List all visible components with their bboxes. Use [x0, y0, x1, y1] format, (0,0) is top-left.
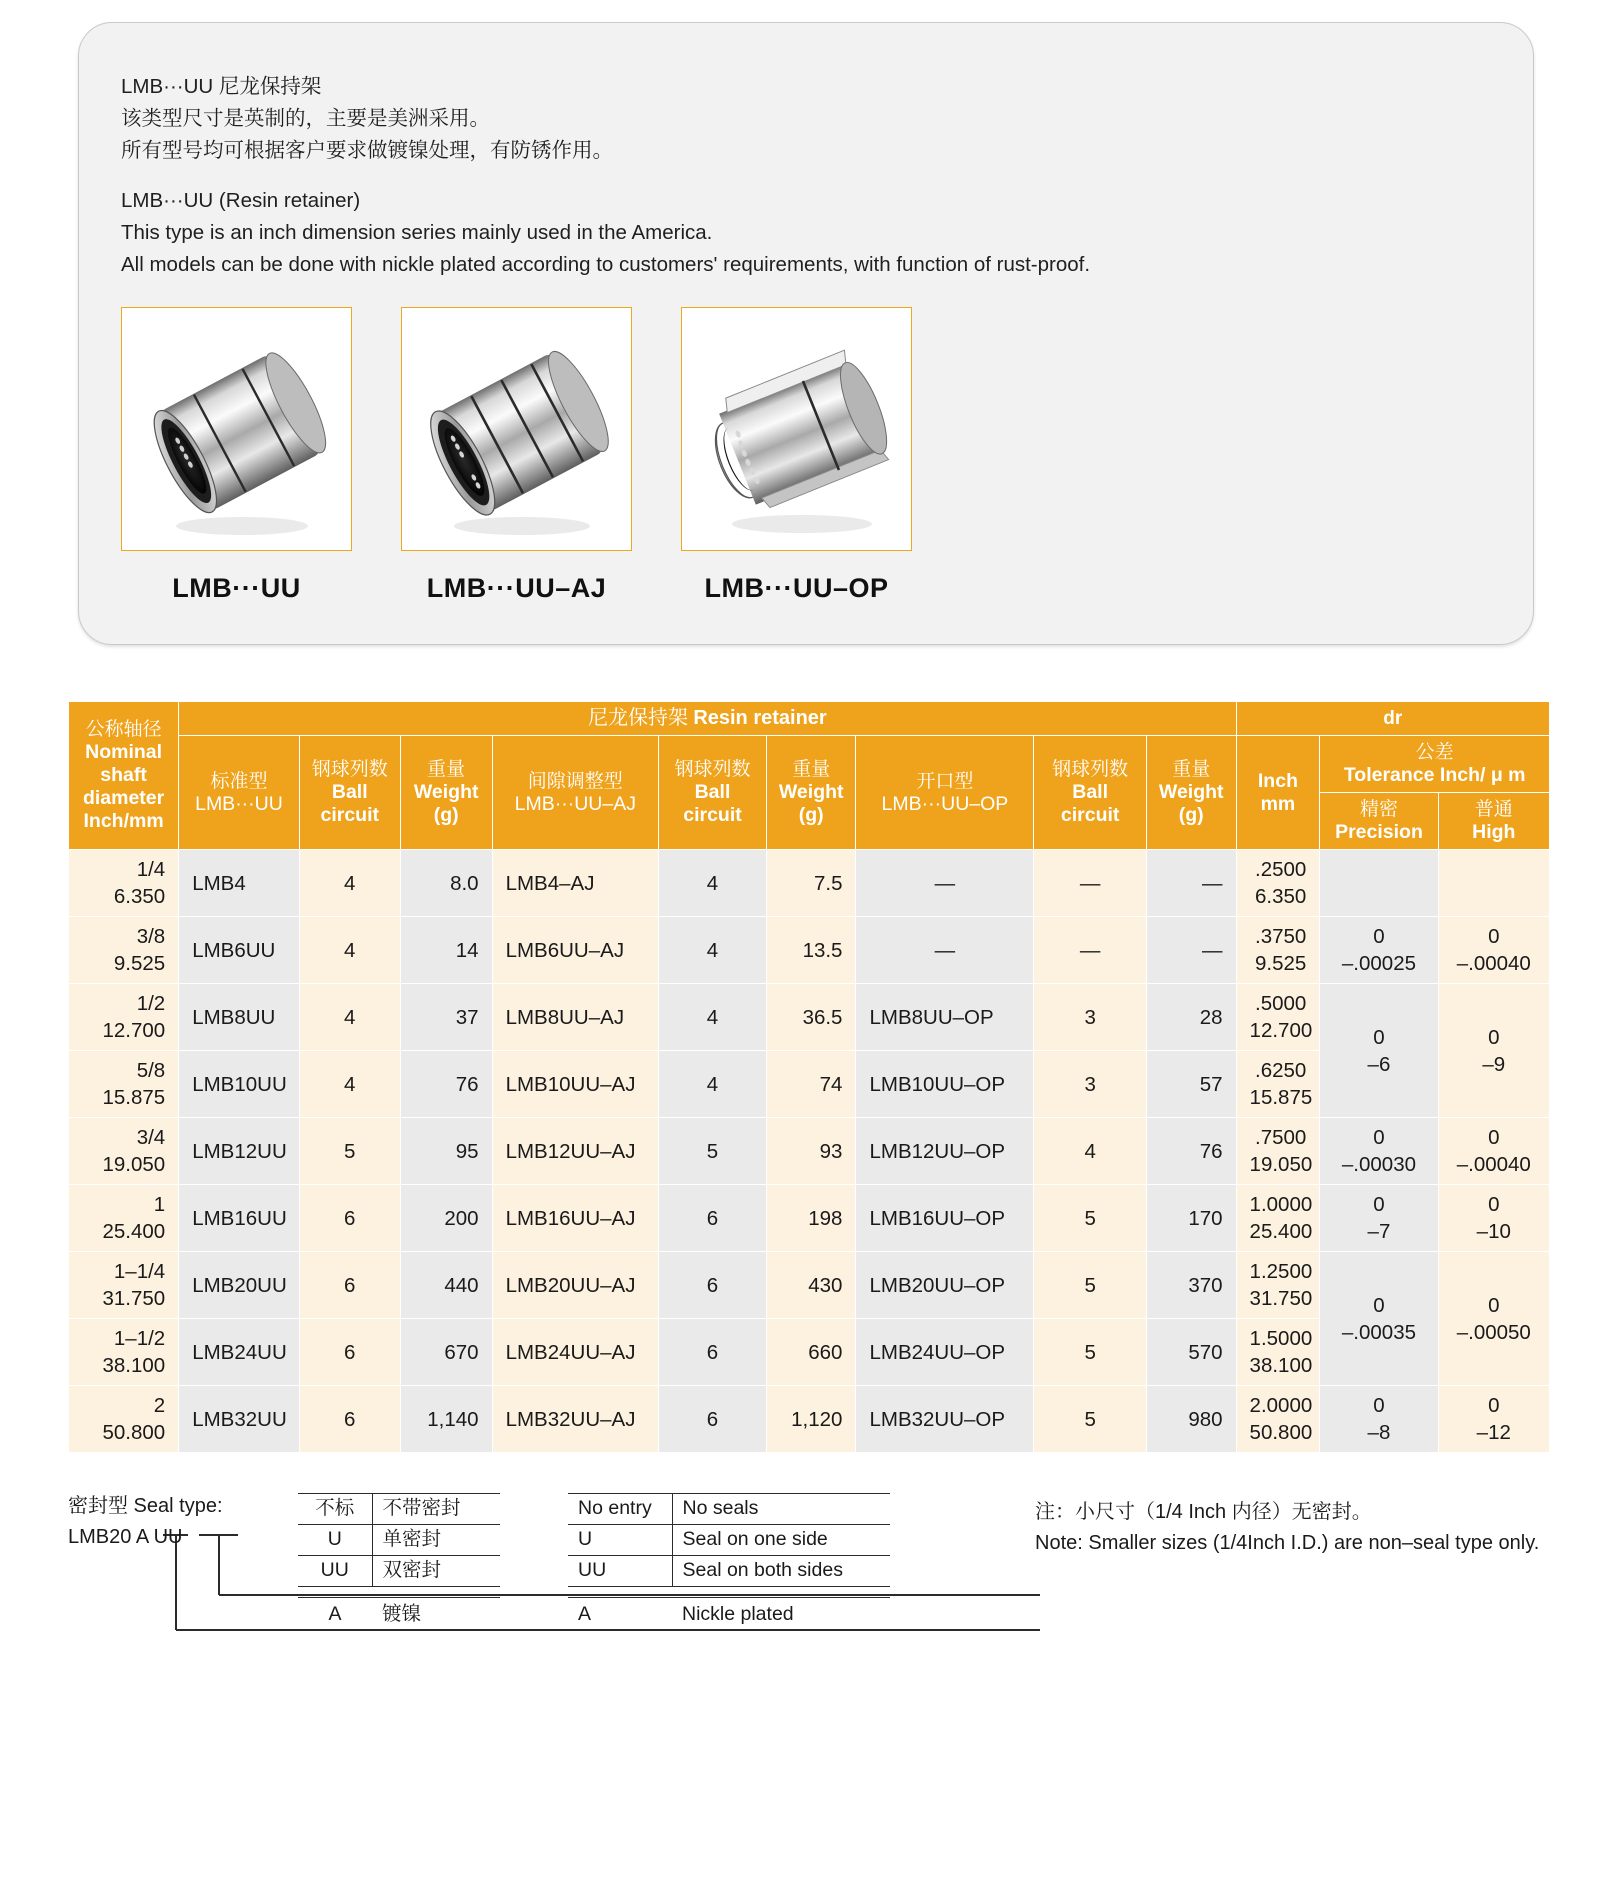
bearing-photo-adjustable	[401, 307, 632, 551]
cell-adjustable-model: LMB20UU–AJ	[492, 1252, 658, 1319]
th-nominal-en-2: shaft	[100, 764, 147, 786]
cell-nominal-diameter: 1/4 6.350	[69, 850, 179, 917]
th-weight-cn-2: 重量	[792, 759, 831, 780]
cell-tolerance-precision	[1320, 850, 1438, 917]
cell-adjustable-weight: 13.5	[766, 917, 856, 984]
nickel-row-en	[568, 1598, 890, 1630]
th-nominal-en-3: diameter	[82, 787, 165, 809]
th-nominal-cn: 公称轴径	[85, 719, 162, 740]
th-tolerance-cn: 公差	[1415, 742, 1454, 763]
th-group-resin-retainer	[179, 702, 1236, 736]
cell-open-weight: 170	[1146, 1185, 1236, 1252]
intro-cn-line3: 所有型号均可根据客户要求做镀镍处理，有防锈作用。	[121, 139, 613, 162]
th-ball-en-1a: Ball	[331, 781, 368, 803]
table-row	[69, 1386, 1550, 1453]
th-group-dr: dr	[1236, 702, 1549, 736]
th-high-cn: 普通	[1474, 799, 1513, 820]
seal-legend-en-desc: Seal on both sides	[672, 1556, 890, 1587]
cell-standard-ball-circuit: 6	[299, 1386, 400, 1453]
seal-legend-table-cn	[298, 1493, 500, 1587]
cell-dr-inch-mm: 2.0000 50.800	[1236, 1386, 1320, 1453]
th-adjustable-type	[492, 736, 658, 850]
seal-legend-en-code: UU	[568, 1556, 672, 1587]
cell-standard-model: LMB10UU	[179, 1051, 300, 1118]
intro-text-block	[79, 71, 1533, 281]
cell-open-ball-circuit: —	[1034, 850, 1147, 917]
seal-legend-en-desc: Seal on one side	[672, 1525, 890, 1556]
cell-standard-weight: 76	[400, 1051, 492, 1118]
th-weight-cn-1: 重量	[427, 759, 466, 780]
cell-tolerance-precision: 0 –8	[1320, 1386, 1438, 1453]
cell-standard-ball-circuit: 6	[299, 1185, 400, 1252]
th-ball-cn-1: 钢球列数	[311, 759, 388, 780]
cell-dr-inch-mm: 1.0000 25.400	[1236, 1185, 1320, 1252]
th-standard-cn: 标准型	[210, 770, 268, 792]
bearing-photo-open	[681, 307, 912, 551]
cell-dr-inch-mm: 1.5000 38.100	[1236, 1319, 1320, 1386]
cell-standard-ball-circuit: 4	[299, 984, 400, 1051]
seal-legend-en-code: U	[568, 1525, 672, 1556]
th-open-cn: 开口型	[916, 770, 974, 792]
cell-adjustable-ball-circuit: 6	[659, 1386, 767, 1453]
th-inch: Inch	[1257, 769, 1298, 792]
cell-open-weight: 57	[1146, 1051, 1236, 1118]
seal-legend-cn-desc: 单密封	[372, 1525, 500, 1556]
cell-standard-ball-circuit: 4	[299, 850, 400, 917]
cell-standard-weight: 1,140	[400, 1386, 492, 1453]
cell-open-weight: —	[1146, 917, 1236, 984]
cell-standard-weight: 670	[400, 1319, 492, 1386]
cell-standard-weight: 95	[400, 1118, 492, 1185]
cell-adjustable-model: LMB6UU–AJ	[492, 917, 658, 984]
th-tolerance-en: Tolerance Inch/ μ m	[1343, 764, 1526, 786]
th-open-type	[856, 736, 1034, 850]
cell-adjustable-ball-circuit: 4	[659, 984, 767, 1051]
cell-standard-weight: 440	[400, 1252, 492, 1319]
th-ball-cn-2: 钢球列数	[674, 759, 751, 780]
th-weight-cn-3: 重量	[1172, 759, 1211, 780]
cell-dr-inch-mm: .7500 19.050	[1236, 1118, 1320, 1185]
linear-ball-bearing-open-icon	[682, 308, 912, 551]
cell-tolerance-high: 0 –9	[1438, 984, 1549, 1118]
spec-table-wrapper	[68, 701, 1550, 1453]
th-ball-en-1b: circuit	[320, 804, 379, 826]
cell-standard-model: LMB4	[179, 850, 300, 917]
cell-open-weight: 370	[1146, 1252, 1236, 1319]
th-dr-inch-mm	[1236, 736, 1320, 850]
seal-legend-cn-desc: 不带密封	[372, 1494, 500, 1525]
product-photo-cell-2	[401, 307, 632, 604]
cell-standard-model: LMB32UU	[179, 1386, 300, 1453]
cell-adjustable-model: LMB8UU–AJ	[492, 984, 658, 1051]
product-photo-cell-3	[681, 307, 912, 604]
th-open-weight	[1146, 736, 1236, 850]
linear-ball-bearing-adjustable-icon	[402, 308, 632, 551]
th-standard-weight	[400, 736, 492, 850]
table-row	[69, 917, 1550, 984]
seal-legend-cn-code: UU	[298, 1556, 372, 1587]
cell-adjustable-weight: 1,120	[766, 1386, 856, 1453]
linear-ball-bearing-closed-icon	[122, 308, 352, 551]
cell-tolerance-precision: 0 –.00030	[1320, 1118, 1438, 1185]
bearing-photo-closed	[121, 307, 352, 551]
th-resin-cn: 尼龙保持架	[588, 707, 689, 729]
th-weight-en-1b: (g)	[433, 804, 459, 826]
seal-legend-cn-code: U	[298, 1525, 372, 1556]
cell-standard-weight: 37	[400, 984, 492, 1051]
th-adjust-en: LMB···UU–AJ	[514, 792, 636, 815]
cell-tolerance-high: 0 –.00040	[1438, 917, 1549, 984]
th-weight-en-1a: Weight	[413, 781, 479, 803]
th-high-en: High	[1472, 821, 1516, 843]
th-open-ball-circuit	[1034, 736, 1147, 850]
th-adjustable-weight	[766, 736, 856, 850]
cell-nominal-diameter: 1/2 12.700	[69, 984, 179, 1051]
cell-standard-model: LMB12UU	[179, 1118, 300, 1185]
cell-open-ball-circuit: 4	[1034, 1118, 1147, 1185]
cell-adjustable-ball-circuit: 6	[659, 1252, 767, 1319]
cell-open-ball-circuit: 5	[1034, 1252, 1147, 1319]
th-ball-en-3a: Ball	[1072, 781, 1109, 803]
cell-adjustable-ball-circuit: 6	[659, 1185, 767, 1252]
th-standard-en: LMB···UU	[195, 792, 283, 815]
intro-en-line2: This type is an inch dimension series mainly used in the America.	[121, 221, 713, 244]
intro-cn-title: LMB···UU 尼龙保持架	[121, 75, 322, 98]
seal-legend-en-code: No entry	[568, 1494, 672, 1525]
seal-type-title: 密封型 Seal type:	[68, 1495, 223, 1517]
th-standard-type	[179, 736, 300, 850]
seal-legend-cn-row	[298, 1494, 500, 1525]
cell-tolerance-precision: 0 –6	[1320, 984, 1438, 1118]
seal-type-label-block	[68, 1491, 223, 1553]
cell-open-weight: 28	[1146, 984, 1236, 1051]
cell-nominal-diameter: 1–1/2 38.100	[69, 1319, 179, 1386]
cell-adjustable-weight: 430	[766, 1252, 856, 1319]
cell-open-model: LMB8UU–OP	[856, 984, 1034, 1051]
cell-standard-model: LMB16UU	[179, 1185, 300, 1252]
cell-adjustable-weight: 198	[766, 1185, 856, 1252]
product-photo-cell-1	[121, 307, 352, 604]
th-weight-en-3a: Weight	[1158, 781, 1224, 803]
table-row	[69, 1185, 1550, 1252]
photo-caption-2: LMB···UU–AJ	[426, 573, 607, 603]
cell-open-model: LMB10UU–OP	[856, 1051, 1034, 1118]
cell-open-ball-circuit: 5	[1034, 1386, 1147, 1453]
cell-adjustable-weight: 660	[766, 1319, 856, 1386]
footnote-cn: 注：小尺寸（1/4 Inch 内径）无密封。	[1035, 1501, 1372, 1523]
nickel-desc-en: Nickle plated	[682, 1603, 794, 1625]
spec-table	[68, 701, 1550, 1453]
intro-cn-line2: 该类型尺寸是英制的，主要是美洲采用。	[121, 107, 490, 130]
cell-adjustable-weight: 93	[766, 1118, 856, 1185]
th-precision	[1320, 793, 1438, 850]
th-weight-en-3b: (g)	[1178, 804, 1204, 826]
th-ball-en-2b: circuit	[683, 804, 742, 826]
cell-open-ball-circuit: 5	[1034, 1319, 1147, 1386]
th-adjustable-ball-circuit	[659, 736, 767, 850]
cell-tolerance-high: 0 –.00050	[1438, 1252, 1549, 1386]
cell-tolerance-high: 0 –10	[1438, 1185, 1549, 1252]
cell-tolerance-high: 0 –12	[1438, 1386, 1549, 1453]
seal-type-code: LMB20 A UU	[68, 1526, 183, 1548]
cell-nominal-diameter: 2 50.800	[69, 1386, 179, 1453]
cell-nominal-diameter: 1–1/4 31.750	[69, 1252, 179, 1319]
cell-adjustable-ball-circuit: 4	[659, 850, 767, 917]
cell-dr-inch-mm: 1.2500 31.750	[1236, 1252, 1320, 1319]
cell-standard-ball-circuit: 5	[299, 1118, 400, 1185]
seal-legend-cn-row	[298, 1525, 500, 1556]
nickel-desc-cn: 镀镍	[382, 1603, 422, 1625]
seal-legend-table-en	[568, 1493, 890, 1587]
cell-adjustable-model: LMB12UU–AJ	[492, 1118, 658, 1185]
intro-panel	[78, 22, 1534, 645]
cell-standard-ball-circuit: 6	[299, 1252, 400, 1319]
cell-open-weight: —	[1146, 850, 1236, 917]
cell-dr-inch-mm: .6250 15.875	[1236, 1051, 1320, 1118]
cell-nominal-diameter: 3/4 19.050	[69, 1118, 179, 1185]
seal-legend-cn-desc: 双密封	[372, 1556, 500, 1587]
th-precision-cn: 精密	[1359, 799, 1398, 820]
cell-nominal-diameter: 3/8 9.525	[69, 917, 179, 984]
cell-nominal-diameter: 5/8 15.875	[69, 1051, 179, 1118]
th-nominal-shaft-diameter	[69, 702, 179, 850]
cell-standard-weight: 14	[400, 917, 492, 984]
th-nominal-en-4: Inch/mm	[83, 810, 164, 832]
cell-open-model: LMB20UU–OP	[856, 1252, 1034, 1319]
cell-open-model: LMB12UU–OP	[856, 1118, 1034, 1185]
seal-legend-en-row	[568, 1494, 890, 1525]
cell-tolerance-precision: 0 –.00025	[1320, 917, 1438, 984]
table-row	[69, 1118, 1550, 1185]
th-weight-en-2b: (g)	[798, 804, 824, 826]
cell-nominal-diameter: 1 25.400	[69, 1185, 179, 1252]
table-row	[69, 1252, 1550, 1319]
cell-adjustable-ball-circuit: 4	[659, 1051, 767, 1118]
cell-adjustable-model: LMB32UU–AJ	[492, 1386, 658, 1453]
intro-spacer	[121, 167, 1533, 185]
cell-standard-model: LMB20UU	[179, 1252, 300, 1319]
cell-open-ball-circuit: —	[1034, 917, 1147, 984]
cell-adjustable-model: LMB10UU–AJ	[492, 1051, 658, 1118]
cell-open-ball-circuit: 3	[1034, 1051, 1147, 1118]
th-tolerance-group	[1320, 736, 1550, 793]
th-weight-en-2a: Weight	[778, 781, 844, 803]
nickel-code-en: A	[578, 1603, 592, 1625]
nickel-code-cn: A	[328, 1603, 342, 1625]
cell-standard-ball-circuit: 4	[299, 1051, 400, 1118]
cell-adjustable-ball-circuit: 6	[659, 1319, 767, 1386]
cell-standard-model: LMB24UU	[179, 1319, 300, 1386]
cell-standard-weight: 200	[400, 1185, 492, 1252]
cell-dr-inch-mm: .2500 6.350	[1236, 850, 1320, 917]
cell-tolerance-high	[1438, 850, 1549, 917]
cell-open-ball-circuit: 3	[1034, 984, 1147, 1051]
cell-standard-weight: 8.0	[400, 850, 492, 917]
footnote-block	[1035, 1497, 1539, 1559]
th-mm: mm	[1260, 792, 1296, 815]
cell-open-model: LMB32UU–OP	[856, 1386, 1034, 1453]
table-row	[69, 850, 1550, 917]
spec-table-head	[69, 702, 1550, 850]
cell-tolerance-high: 0 –.00040	[1438, 1118, 1549, 1185]
header-row-sub	[69, 736, 1550, 793]
seal-legend-cn-row	[298, 1556, 500, 1587]
cell-adjustable-ball-circuit: 4	[659, 917, 767, 984]
cell-adjustable-ball-circuit: 5	[659, 1118, 767, 1185]
cell-adjustable-weight: 74	[766, 1051, 856, 1118]
seal-legend-cn-code: 不标	[298, 1494, 372, 1525]
cell-open-weight: 980	[1146, 1386, 1236, 1453]
photo-caption-3: LMB···UU–OP	[704, 573, 889, 603]
th-ball-cn-3: 钢球列数	[1052, 759, 1129, 780]
table-row	[69, 984, 1550, 1051]
intro-en-line3: All models can be done with nickle plated according to customers' requirements, with function of rust-proof.	[121, 253, 1091, 276]
nickel-legend-en	[568, 1597, 890, 1629]
cell-adjustable-model: LMB4–AJ	[492, 850, 658, 917]
th-ball-en-2a: Ball	[694, 781, 731, 803]
th-standard-ball-circuit	[299, 736, 400, 850]
cell-open-model: LMB16UU–OP	[856, 1185, 1034, 1252]
spec-table-body	[69, 850, 1550, 1453]
cell-dr-inch-mm: .5000 12.700	[1236, 984, 1320, 1051]
intro-en-title: LMB···UU (Resin retainer)	[121, 189, 361, 212]
cell-open-ball-circuit: 5	[1034, 1185, 1147, 1252]
cell-standard-ball-circuit: 4	[299, 917, 400, 984]
cell-adjustable-weight: 7.5	[766, 850, 856, 917]
cell-open-weight: 76	[1146, 1118, 1236, 1185]
seal-legend-en-row	[568, 1525, 890, 1556]
th-nominal-en-1: Nominal	[85, 741, 163, 763]
cell-adjustable-model: LMB24UU–AJ	[492, 1319, 658, 1386]
th-resin-en: Resin retainer	[693, 707, 827, 729]
th-ball-en-3b: circuit	[1060, 804, 1120, 826]
cell-tolerance-precision: 0 –.00035	[1320, 1252, 1438, 1386]
nickel-row-cn	[298, 1598, 500, 1630]
cell-open-model: —	[856, 850, 1034, 917]
seal-legend-en-row	[568, 1556, 890, 1587]
th-open-en: LMB···UU–OP	[881, 792, 1009, 815]
cell-open-weight: 570	[1146, 1319, 1236, 1386]
header-row-groups	[69, 702, 1550, 736]
product-photo-row	[79, 307, 1533, 604]
th-adjust-cn: 间隙调整型	[527, 770, 623, 792]
cell-tolerance-precision: 0 –7	[1320, 1185, 1438, 1252]
legend-area	[0, 1487, 1602, 1647]
nickel-legend-cn	[298, 1597, 500, 1629]
photo-caption-1: LMB···UU	[172, 573, 301, 603]
cell-dr-inch-mm: .3750 9.525	[1236, 917, 1320, 984]
cell-open-model: —	[856, 917, 1034, 984]
cell-adjustable-weight: 36.5	[766, 984, 856, 1051]
cell-standard-model: LMB6UU	[179, 917, 300, 984]
cell-open-model: LMB24UU–OP	[856, 1319, 1034, 1386]
footnote-en: Note: Smaller sizes (1/4Inch I.D.) are non–seal type only.	[1035, 1532, 1540, 1554]
cell-adjustable-model: LMB16UU–AJ	[492, 1185, 658, 1252]
th-precision-en: Precision	[1335, 821, 1423, 843]
cell-standard-model: LMB8UU	[179, 984, 300, 1051]
th-high	[1438, 793, 1549, 850]
seal-legend-en-desc: No seals	[672, 1494, 890, 1525]
cell-standard-ball-circuit: 6	[299, 1319, 400, 1386]
